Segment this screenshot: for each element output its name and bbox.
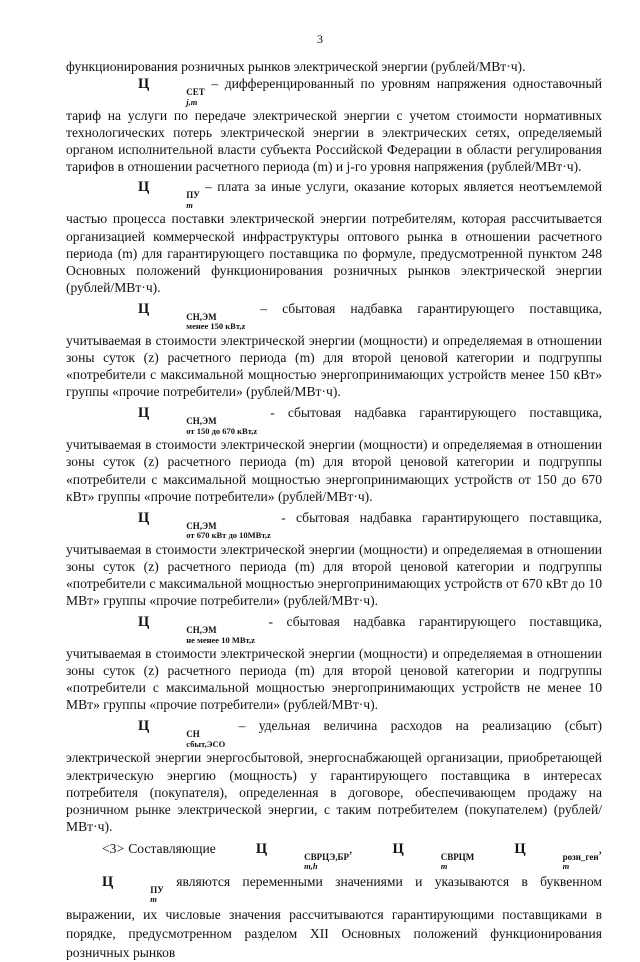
definition-markup-670-10mw: Ц СН,ЭМ от 670 кВт до 10МВт,z - сбытовая надбавка гарантирующего поставщика, учитываемая в стоимости электрической энергии (мощности) и определяемая в отношении зоны суток (z) расчетного периода (m) для второй ценовой категории и подгруппы «потребители с максимальной мощностью энергопринимающих устройств от 670 кВт до 10 МВт» группы «прочие потребители» (рублей/МВт·ч). — [66, 509, 602, 608]
formula-symbol: Ц СН сбыт,ЭСО — [138, 718, 226, 749]
formula-symbol: Ц розн_ген m — [514, 840, 599, 872]
formula-symbol: Ц СН,ЭМ от 670 кВт до 10МВт,z — [138, 509, 271, 541]
footnote-3: <3> Составляющие Ц СВРЦЭ,БР m,h , Ц СВРЦМ m Ц розн_ген m , Ц ПУ m являются переменными значениями и указываются в буквенном выражении, их числовые значения рассчитываются гарантирующими поставщиками в порядке, предусмотренном разделом XII Основных положений функционирования розничных рынков — [66, 840, 602, 960]
formula-symbol: Ц ПУ m — [102, 873, 164, 905]
definition-set-tariff: Ц СЕТ j,m – дифференцированный по уровням напряжения одноставочный тариф на услуги по передаче электрической энергии с учетом стоимости нормативных технологических потерь электрической энергии в электрических сетях, определяемый органом исполнительной власти субъекта Российской Федерации в области регулирования тарифов в отношении расчетного периода (m) и j-го уровня напряжения (рублей/МВт·ч). — [66, 76, 602, 175]
page-number: 3 — [317, 32, 323, 46]
definition-markup-above-10mw: Ц СН,ЭМ не менее 10 МВт,z - сбытовая надбавка гарантирующего поставщика, учитываемая в стоимости электрической энергии (мощности) и определяемая в отношении зоны суток (z) расчетного периода (m) для второй ценовой категории и подгруппы «потребители с максимальной мощностью энергопринимающих устройств не менее 10 МВт» группы «прочие потребители» (рублей/МВт·ч). — [66, 614, 602, 713]
formula-symbol: Ц ПУ m — [138, 179, 200, 210]
definition-other-services: Ц ПУ m – плата за иные услуги, оказание которых является неотъемлемой частью процесса поставки электрической энергии потребителям, которая рассчитывается организацией коммерческой инфраструктуры оптового рынка в отношении расчетного периода (m) для гарантирующего поставщика по формуле, предусмотренной пунктом 248 Основных положений функционирования розничных рынков электрической энергии (рублей/МВт·ч). — [66, 179, 602, 295]
definition-markup-150-670: Ц СН,ЭМ от 150 до 670 кВт,z - сбытовая надбавка гарантирующего поставщика, учитываемая в стоимости электрической энергии (мощности) и определяемая в отношении зоны суток (z) расчетного периода (m) для второй ценовой категории и подгруппы «потребители с максимальной мощностью энергопринимающих устройств от 150 до 670 кВт» группы «прочие потребители» (рублей/МВт·ч). — [66, 405, 602, 504]
definition-sales-expenses: Ц СН сбыт,ЭСО – удельная величина расходов на реализацию (сбыт) электрической энергии энергосбытовой, энергоснабжающей организации, приобретающей электрическую энергию (мощность) у гарантирующего поставщика в интересах потребителя (покупателя), определенная в договоре, обеспечивающем продажу на розничном рынке электрической энергии, с таким потребителем (покупателем) (рублей/МВт·ч). — [66, 718, 602, 834]
formula-symbol: Ц СВРЦМ m — [392, 840, 475, 872]
formula-symbol: Ц СН,ЭМ менее 150 кВт,z — [138, 300, 246, 332]
formula-symbol: Ц СН,ЭМ от 150 до 670 кВт,z — [138, 405, 258, 436]
formula-symbol: Ц СЕТ j,m — [138, 76, 205, 107]
formula-symbol: Ц СВРЦЭ,БР m,h — [255, 840, 349, 872]
definition-markup-below-150: Ц СН,ЭМ менее 150 кВт,z – сбытовая надбавка гарантирующего поставщика, учитываемая в стоимости электрической энергии (мощности) и определяемая в отношении зоны суток (z) расчетного периода (m) для второй ценовой категории и подгруппы «потребители с максимальной мощностью энергопринимающих устройств менее 150 кВт» группы «прочие потребители» (рублей/МВт·ч). — [66, 300, 602, 400]
formula-symbol: Ц СН,ЭМ не менее 10 МВт,z — [138, 614, 255, 645]
paragraph-continuation: функционирования розничных рынков электрической энергии (рублей/МВт·ч). — [66, 59, 526, 74]
